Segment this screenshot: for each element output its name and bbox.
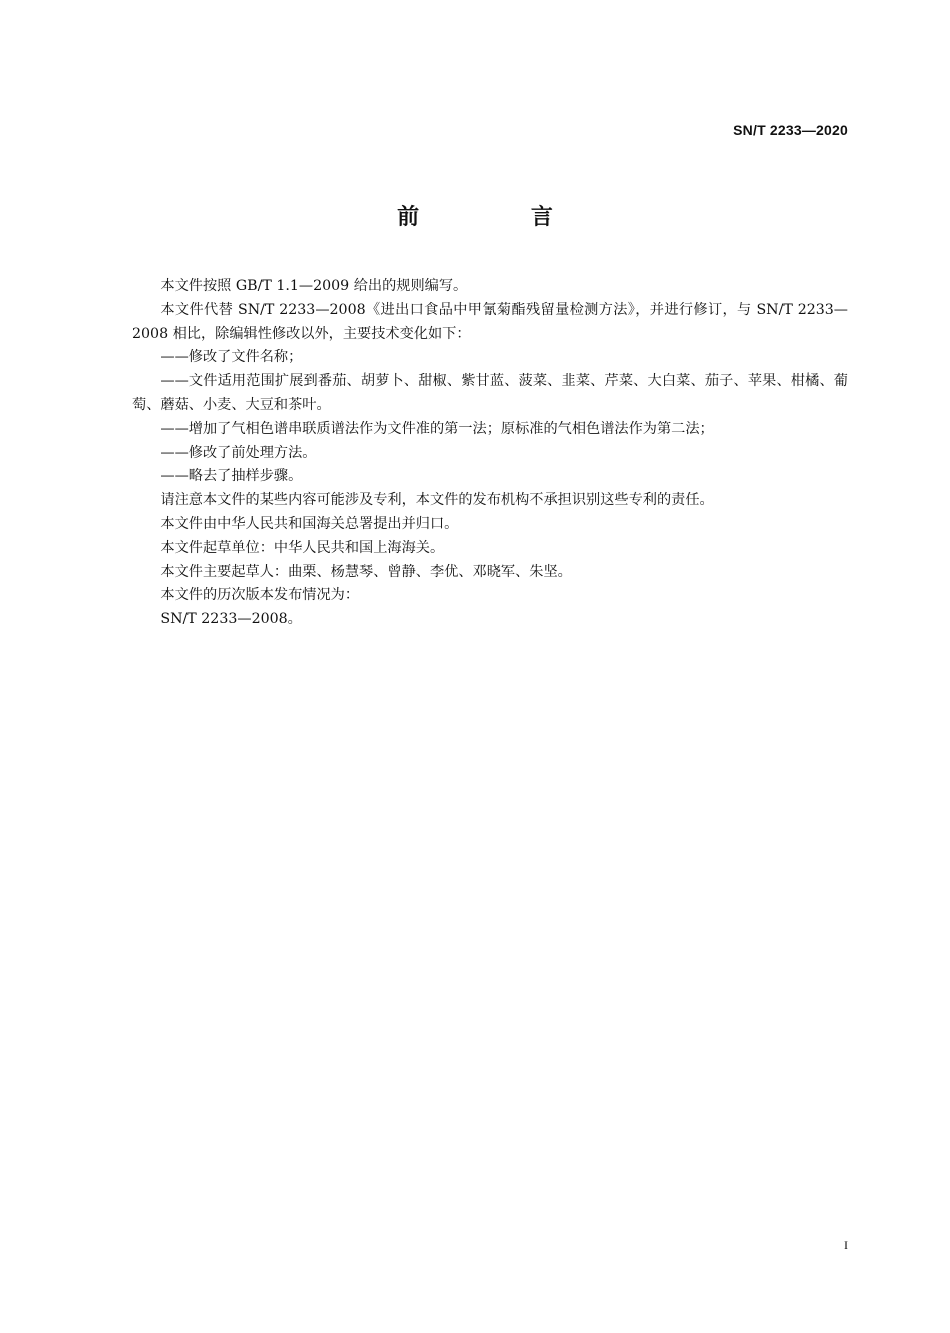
- standard-code: SN/T 2233—2020: [733, 122, 848, 138]
- paragraph: ——文件适用范围扩展到番茄、胡萝卜、甜椒、紫甘蓝、菠菜、韭菜、芹菜、大白菜、茄子、苹果、柑橘、葡萄、蘑菇、小麦、大豆和茶叶。: [132, 373, 848, 413]
- foreword-body: [132, 275, 848, 632]
- paragraph: 本文件主要起草人：曲栗、杨慧琴、曾静、李优、邓晓军、朱坚。: [160, 563, 572, 580]
- paragraph: 本文件的历次版本发布情况为：: [160, 587, 360, 604]
- paragraph: ——修改了文件名称；: [160, 349, 303, 366]
- paragraph: 本文件代替 SN/T 2233—2008《进出口食品中甲氰菊酯残留量检测方法》，并进行修订，与 SN/T 2233—2008 相比，除编辑性修改以外，主要技术变化如下：: [132, 301, 848, 342]
- paragraph: ——略去了抽样步骤。: [160, 468, 303, 485]
- paragraph: 本文件起草单位：中华人民共和国上海海关。: [160, 539, 445, 556]
- paragraph: ——增加了气相色谱串联质谱法作为文件准的第一法；原标准的气相色谱法作为第二法；: [160, 420, 714, 437]
- page-title: 前 言: [397, 205, 605, 230]
- page-number: I: [844, 1238, 848, 1252]
- paragraph: 本文件由中华人民共和国海关总署提出并归口。: [160, 515, 459, 532]
- paragraph: 请注意本文件的某些内容可能涉及专利，本文件的发布机构不承担识别这些专利的责任。: [160, 492, 714, 509]
- paragraph: ——修改了前处理方法。: [160, 444, 317, 461]
- paragraph: 本文件按照 GB/T 1.1—2009 给出的规则编写。: [160, 278, 468, 294]
- paragraph: SN/T 2233—2008。: [160, 611, 302, 628]
